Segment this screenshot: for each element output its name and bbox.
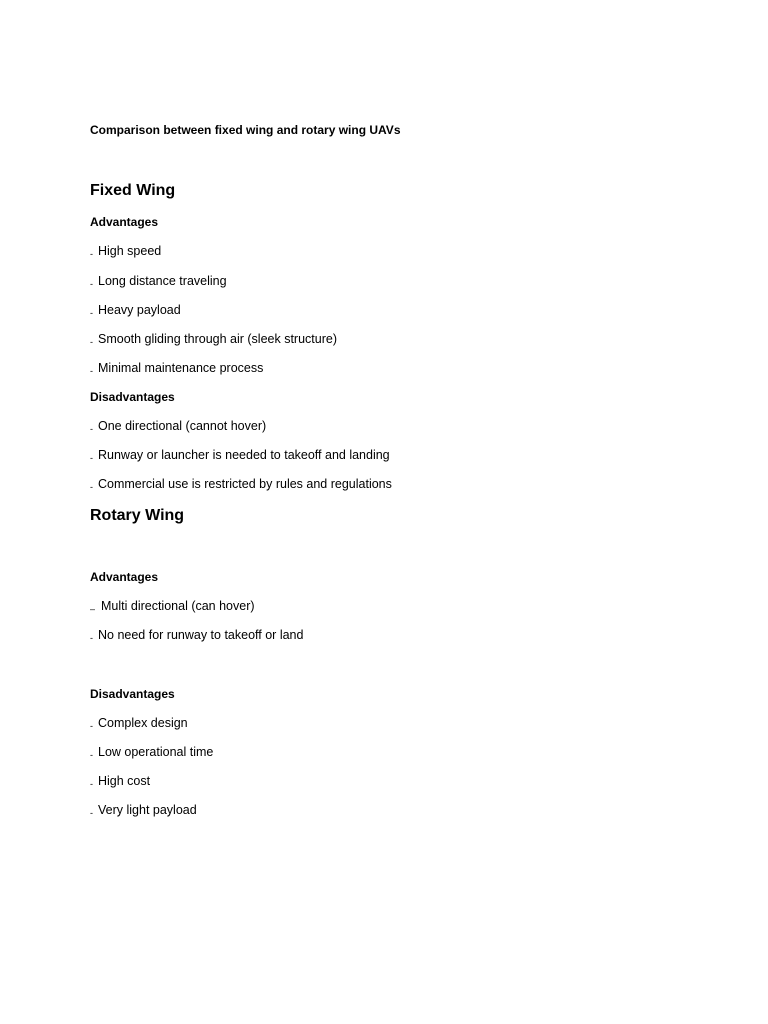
rotary-wing-heading: Rotary Wing (90, 507, 185, 524)
dash-bullet: - (90, 482, 93, 492)
fixed-wing-advantage: Smooth gliding through air (sleek structure) (98, 332, 338, 346)
rotary-wing-advantage: Multi directional (can hover) (101, 599, 255, 613)
fixed-wing-heading: Fixed Wing (90, 182, 176, 199)
fixed-wing-disadvantage: Commercial use is restricted by rules and regulations (98, 477, 392, 491)
list-item (90, 773, 150, 792)
dash-bullet: - (90, 366, 93, 376)
fixed-wing-advantage: Heavy payload (98, 303, 181, 317)
dash-bullet: - (90, 721, 93, 731)
list-item (90, 273, 227, 292)
dash-bullet: - (90, 279, 93, 289)
list-item (90, 715, 188, 734)
fixed-wing-advantage: Long distance traveling (98, 274, 227, 288)
dash-bullet: - (90, 453, 93, 463)
dash-bullet: - (90, 633, 93, 643)
fixed-wing-advantage: Minimal maintenance process (98, 361, 264, 375)
list-item (90, 627, 303, 646)
rotary-wing-disadvantage: Very light payload (98, 803, 197, 817)
list-item (90, 744, 213, 763)
list-item (90, 418, 266, 437)
dash-bullet: - (90, 308, 93, 318)
list-item (90, 447, 390, 466)
list-item (90, 302, 181, 321)
fixed-wing-disadvantages-label: Disadvantages (90, 390, 175, 404)
list-item (90, 360, 263, 379)
rotary-wing-disadvantage: High cost (98, 774, 151, 788)
rotary-wing-disadvantage: Low operational time (98, 745, 214, 759)
dash-bullet: - (90, 808, 93, 818)
dash-bullet: - (90, 424, 93, 434)
dash-bullet: - (90, 249, 93, 259)
rotary-wing-disadvantage: Complex design (98, 716, 188, 730)
document-title: Comparison between fixed wing and rotary wing UAVs (90, 123, 401, 137)
list-item (90, 331, 337, 350)
fixed-wing-disadvantage: One directional (cannot hover) (98, 419, 267, 433)
rotary-wing-advantages-label: Advantages (90, 570, 159, 584)
document-page (90, 0, 690, 1024)
list-item (90, 802, 197, 821)
rotary-wing-advantage: No need for runway to takeoff or land (98, 628, 304, 642)
dash-bullet: - (90, 337, 93, 347)
dash-bullet: – (90, 604, 96, 614)
list-item (90, 598, 255, 617)
rotary-wing-disadvantages-label: Disadvantages (90, 687, 175, 701)
fixed-wing-advantage: High speed (98, 244, 162, 258)
list-item (90, 243, 161, 262)
fixed-wing-disadvantage: Runway or launcher is needed to takeoff and landing (98, 448, 390, 462)
list-item (90, 476, 392, 495)
fixed-wing-advantages-label: Advantages (90, 215, 159, 229)
dash-bullet: - (90, 779, 93, 789)
dash-bullet: - (90, 750, 93, 760)
